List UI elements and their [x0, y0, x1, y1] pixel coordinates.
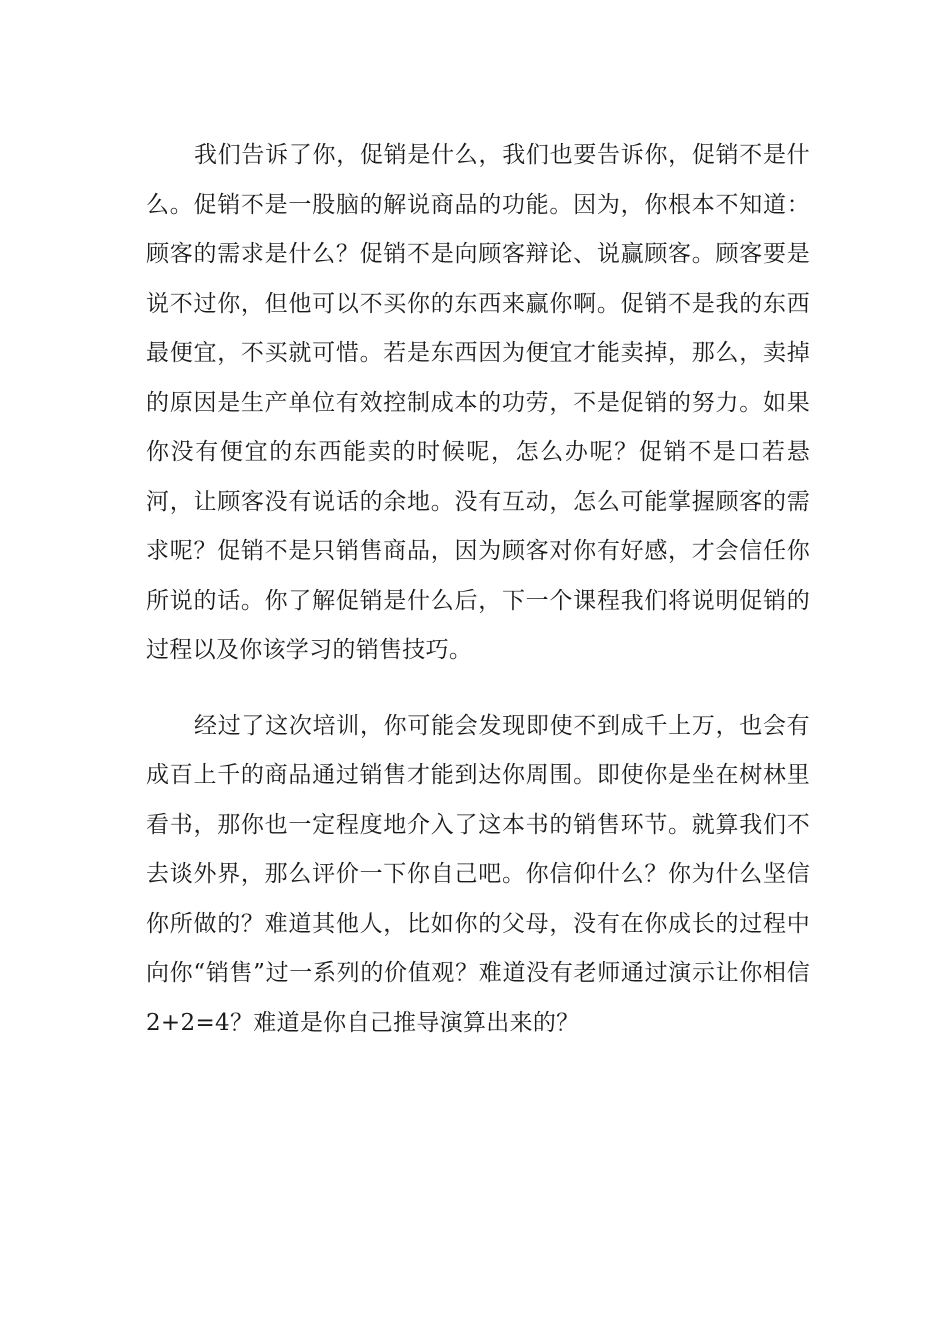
document-body — [146, 131, 810, 1048]
paragraph-promotion-definition: 我们告诉了你，促销是什么，我们也要告诉你，促销不是什么。促销不是一股脑的解说商品的功能。因为，你根本不知道：顾客的需求是什么？促销不是向顾客辩论、说赢顾客。顾客要是说不过你，但他可以不买你的东西来赢你啊。促销不是我的东西最便宜，不买就可惜。若是东西因为便宜才能卖掉，那么，卖掉的原因是生产单位有效控制成本的功劳，不是促销的努力。如果你没有便宜的东西能卖的时候呢，怎么办呢？促销不是口若悬河，让顾客没有说话的余地。没有互动，怎么可能掌握顾客的需求呢？促销不是只销售商品，因为顾客对你有好感，才会信任你所说的话。你了解促销是什么后，下一个课程我们将说明促销的过程以及你该学习的销售技巧。 — [146, 142, 810, 663]
paragraph-training-reflection: 经过了这次培训，你可能会发现即使不到成千上万，也会有成百上千的商品通过销售才能到达你周围。即使你是坐在树林里看书，那你也一定程度地介入了这本书的销售环节。就算我们不去谈外界，那么评价一下你自己吧。你信仰什么？你为什么坚信你所做的？难道其他人，比如你的父母，没有在你成长的过程中向你“销售”过一系列的价值观？难道没有老师通过演示让你相信 2+2=4？难道是你自己推导演算出来的？ — [146, 712, 810, 1036]
